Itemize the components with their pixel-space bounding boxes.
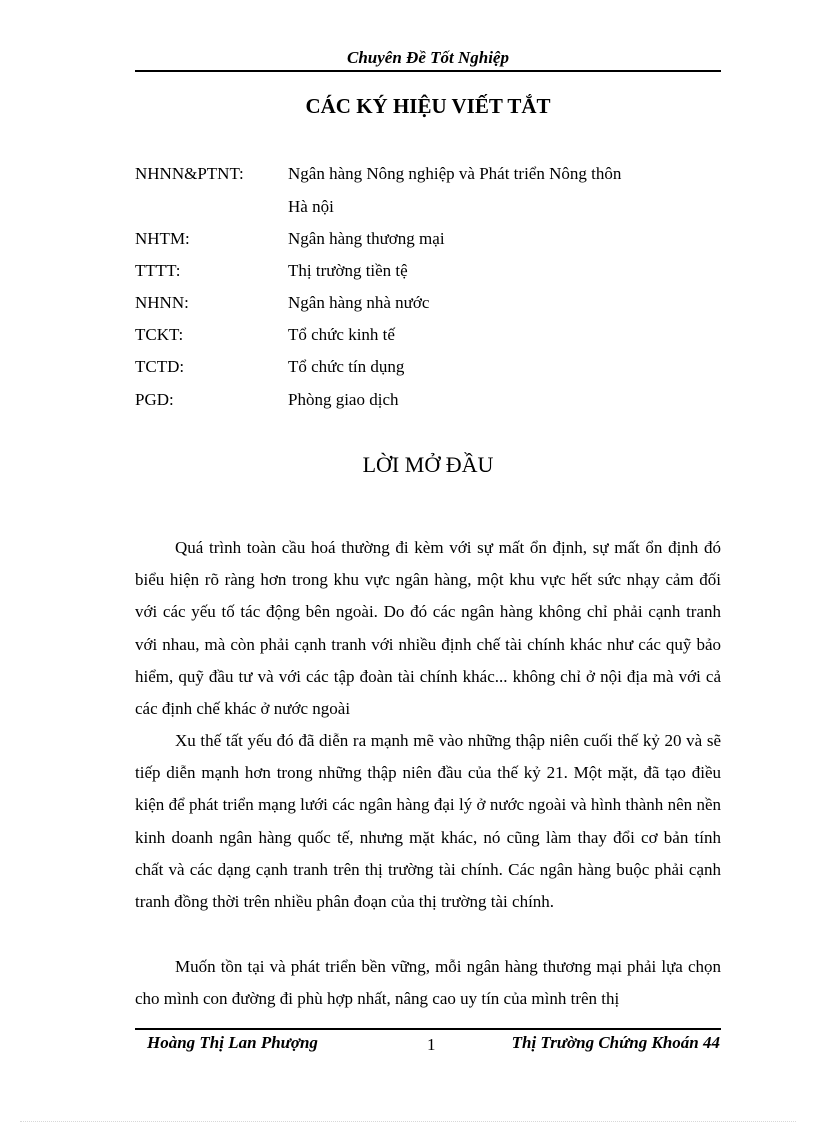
page-edge-divider <box>20 1121 796 1122</box>
abbreviation-key: TCKT: <box>135 325 184 344</box>
abbreviation-value: Hà nội <box>288 197 334 216</box>
footer-rule <box>135 1028 721 1030</box>
abbreviation-value: Phòng giao dịch <box>288 390 399 409</box>
abbreviation-key: PGD: <box>135 390 174 409</box>
abbreviation-value: Ngân hàng thương mại <box>288 229 445 248</box>
introduction-title: LỜI MỞ ĐẦU <box>362 452 494 477</box>
header-rule <box>135 70 721 72</box>
abbreviation-key: NHNN&PTNT: <box>135 164 244 183</box>
intro-paragraph: Xu thế tất yếu đó đã diễn ra mạnh mẽ vào những thập niên cuối thế kỷ 20 và sẽ tiếp diễn mạnh hơn trong những thập niên đầu của thế kỷ 21. Một mặt, đã tạo điều kiện để phát triển mạng lưới các ngân hàng đại lý ở nước ngoài và hình thành nên nền kinh doanh ngân hàng quốc tế, nhưng mặt khác, nó cũng làm thay đổi cơ bản tính chất và các dạng cạnh tranh trên thị trường tài chính. Các ngân hàng buộc phải cạnh tranh đồng thời trên nhiều phân đoạn của thị trường tài chính. <box>135 731 721 912</box>
abbreviation-key: NHTM: <box>135 229 190 248</box>
page-header: Chuyên Đề Tốt Nghiệp <box>347 48 509 67</box>
abbreviation-value: Thị trường tiền tệ <box>288 261 408 280</box>
footer-class: Thị Trường Chứng Khoán 44 <box>511 1033 720 1052</box>
abbreviation-key: TTTT: <box>135 261 181 280</box>
abbreviation-key: TCTD: <box>135 357 185 376</box>
abbreviation-value: Tổ chức tín dụng <box>288 357 405 376</box>
abbreviation-value: Ngân hàng Nông nghiệp và Phát triển Nông thôn <box>288 164 622 183</box>
intro-paragraph: Muốn tồn tại và phát triển bền vững, mỗi ngân hàng thương mại phải lựa chọn cho mình con đường đi phù hợp nhất, nâng cao uy tín của mình trên thị <box>135 957 721 1009</box>
abbreviations-title: CÁC KÝ HIỆU VIẾT TẮT <box>305 94 551 118</box>
abbreviation-value: Tổ chức kinh tế <box>288 325 395 344</box>
footer-author: Hoàng Thị Lan Phượng <box>147 1033 318 1052</box>
page-number: 1 <box>427 1035 436 1054</box>
intro-paragraph: Quá trình toàn cầu hoá thường đi kèm với sự mất ổn định, sự mất ổn định đó biểu hiện rõ ràng hơn trong khu vực ngân hàng, một khu vực hết sức nhạy cảm đối với các yếu tố tác động bên ngoài. Do đó các ngân hàng không chỉ phải cạnh tranh với nhau, mà còn phải cạnh tranh với nhiều định chế tài chính khác như các quỹ bảo hiểm, quỹ đầu tư và với các tập đoàn tài chính khác... không chỉ ở nội địa mà với cả các định chế khác ở nước ngoài <box>135 538 721 719</box>
abbreviation-value: Ngân hàng nhà nước <box>288 293 430 312</box>
abbreviation-key: NHNN: <box>135 293 189 312</box>
